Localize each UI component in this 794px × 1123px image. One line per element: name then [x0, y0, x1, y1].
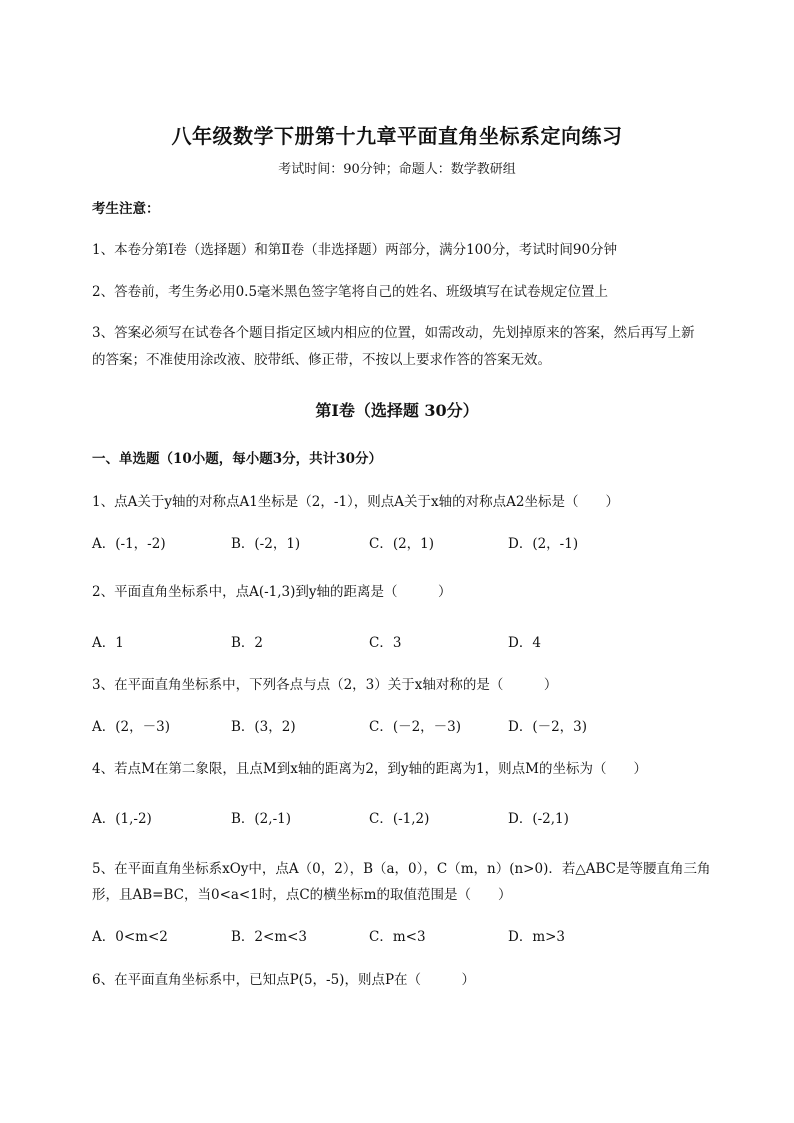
option-a: A．(2，－3): [92, 719, 170, 735]
question-5-continued: 形，且AB=BC，当0<a<1时，点C的横坐标m的取值范围是（ ）: [92, 887, 512, 903]
notice-item: 的答案；不准使用涂改液、胶带纸、修正带，不按以上要求作答的答案无效。: [92, 352, 551, 368]
option-c: C．(2，1): [369, 536, 435, 552]
question-6: 6、在平面直角坐标系中，已知点P(5，-5)，则点P在（ ）: [92, 972, 476, 988]
question-3: 3、在平面直角坐标系中，下列各点与点（2，3）关于x轴对称的是（ ）: [92, 677, 558, 693]
option-d: D．(-2,1): [508, 811, 569, 827]
question-1: 1、点A关于y轴的对称点A1坐标是（2，-1），则点A关于x轴的对称点A2坐标是（ ）: [92, 494, 619, 510]
section-title: 第Ⅰ卷（选择题 30分）: [315, 401, 479, 420]
question-4-options: [92, 806, 742, 833]
option-a: A．1: [92, 635, 124, 651]
part-heading: 一、单选题（10小题，每小题3分，共计30分）: [92, 451, 382, 467]
question-3-options: [92, 714, 742, 741]
option-c: C．(－2，－3): [369, 719, 462, 735]
option-c: C．3: [369, 635, 402, 651]
option-c: C．m<3: [369, 929, 426, 945]
option-d: D．(2，-1): [508, 536, 579, 552]
notice-heading: 考生注意：: [92, 201, 160, 217]
option-d: D．m>3: [508, 929, 566, 945]
question-4: 4、若点M在第二象限，且点M到x轴的距离为2，到y轴的距离为1，则点M的坐标为（ ）: [92, 761, 647, 777]
question-5: 5、在平面直角坐标系xOy中，点A（0，2），B（a，0），C（m，n）(n>0)．若△ABC是等腰直角三角: [92, 861, 711, 877]
option-a: A．0<m<2: [92, 929, 168, 945]
option-b: B．(3，2): [231, 719, 296, 735]
option-b: B．(-2，1): [231, 536, 301, 552]
notice-item: 1、本卷分第Ⅰ卷（选择题）和第Ⅱ卷（非选择题）两部分，满分100分，考试时间90分钟: [92, 242, 618, 258]
page-title: 八年级数学下册第十九章平面直角坐标系定向练习: [171, 124, 623, 148]
option-d: D．(－2，3): [508, 719, 588, 735]
option-d: D．4: [508, 635, 541, 651]
notice-item: 2、答卷前，考生务必用0.5毫米黑色签字笔将自己的姓名、班级填写在试卷规定位置上: [92, 284, 609, 300]
question-1-options: [92, 531, 742, 558]
option-a: A．(1,-2): [92, 811, 152, 827]
option-b: B．(2,-1): [231, 811, 291, 827]
option-b: B．2: [231, 635, 264, 651]
option-c: C．(-1,2): [369, 811, 430, 827]
question-2: 2、平面直角坐标系中，点A(-1,3)到y轴的距离是（ ）: [92, 584, 452, 600]
exam-subtitle: 考试时间：90分钟；命题人：数学教研组: [278, 162, 516, 177]
notice-item: 3、答案必须写在试卷各个题目指定区域内相应的位置，如需改动，先划掉原来的答案，然后再写上新: [92, 325, 695, 341]
question-2-options: [92, 630, 742, 657]
option-a: A．(-1，-2): [92, 536, 166, 552]
question-5-options: [92, 924, 742, 951]
option-b: B．2<m<3: [231, 929, 308, 945]
